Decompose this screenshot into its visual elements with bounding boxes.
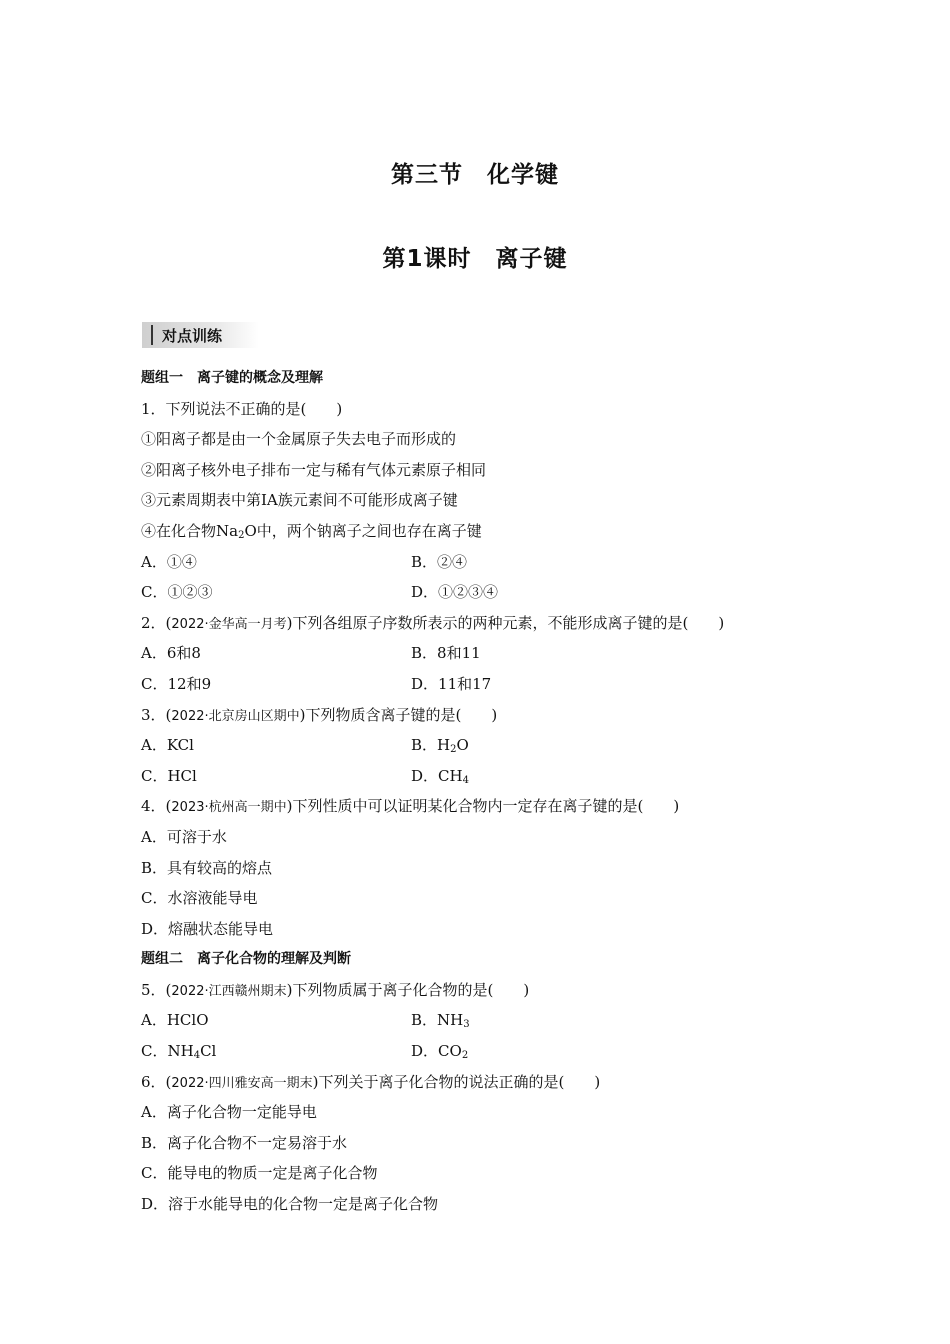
- q5-option-d-part-a: D．CO: [411, 1042, 462, 1061]
- question-content: [141, 363, 821, 1220]
- q1-options-row-2: [141, 577, 821, 608]
- q5-option-c-part-a: C．NH: [141, 1042, 194, 1061]
- banner-bar: [151, 325, 153, 345]
- group-heading-2: 题组二 离子化合物的理解及判断: [141, 951, 351, 968]
- q3-option-a[interactable]: A．KCl: [141, 736, 194, 755]
- q2-option-a[interactable]: A．6和8: [141, 644, 201, 663]
- section-title: 第三节 化学键: [391, 162, 559, 188]
- q3-option-c[interactable]: C．HCl: [141, 766, 197, 785]
- q1-options-row-1: [141, 547, 821, 578]
- q3-option-b-part-a: B．H: [411, 736, 451, 755]
- q4-stem: [141, 791, 821, 822]
- q5-source: 2022·江西赣州期末: [171, 983, 287, 999]
- q5-option-a[interactable]: A．HClO: [141, 1011, 209, 1030]
- q5-option-b-part-a: B．NH: [411, 1011, 464, 1030]
- q5-number: 5．(: [141, 980, 172, 999]
- q2-number: 2．(: [141, 613, 172, 632]
- q3-option-b[interactable]: [411, 736, 469, 754]
- lesson-title: 第1课时 离子键: [382, 246, 568, 272]
- q3-option-b-part-b: O: [456, 736, 469, 755]
- q1-s4-part-b: O中，两个钠离子之间也存在离子键: [244, 521, 482, 540]
- q3-option-b-subscript: 2: [450, 744, 457, 756]
- q3-text: )下列物质含离子键的是( ): [299, 705, 498, 724]
- q5-options-row-2: [141, 1036, 821, 1067]
- q1-statement-2: ②阳离子核外电子排布一定与稀有气体元素原子相同: [141, 460, 487, 479]
- banner-label: 对点训练: [162, 327, 223, 345]
- q3-number: 3．(: [141, 705, 172, 724]
- group-heading-1: 题组一 离子键的概念及理解: [141, 370, 323, 386]
- q3-option-d[interactable]: [411, 767, 469, 785]
- q3-stem: [141, 700, 821, 731]
- practice-banner: [142, 322, 259, 348]
- q2-stem: [141, 608, 821, 639]
- q1-statement-4: [141, 516, 821, 547]
- q6-option-b[interactable]: B．离子化合物不一定易溶于水: [141, 1133, 348, 1152]
- q1-option-d[interactable]: D．①②③④: [411, 583, 499, 602]
- q6-option-c[interactable]: C．能导电的物质一定是离子化合物: [141, 1164, 378, 1183]
- q5-option-c-subscript: 4: [193, 1050, 201, 1062]
- q5-stem: [141, 975, 821, 1006]
- q4-number: 4．(: [141, 797, 172, 816]
- q1-option-b[interactable]: B．②④: [411, 552, 468, 571]
- q4-option-b[interactable]: B．具有较高的熔点: [141, 858, 273, 877]
- q3-options-row-1: [141, 730, 821, 761]
- q5-option-c[interactable]: [141, 1036, 411, 1067]
- q6-text: )下列关于离子化合物的说法正确的是( ): [312, 1072, 601, 1091]
- q1-s4-part-a: ④在化合物Na: [141, 521, 239, 540]
- q5-option-b[interactable]: [411, 1011, 470, 1029]
- q2-source: 2022·金华高一月考: [171, 616, 287, 632]
- q6-source: 2022·四川雅安高一期末: [171, 1075, 313, 1091]
- q5-option-b-subscript: 3: [463, 1019, 470, 1031]
- q1-s4-subscript: 2: [238, 529, 245, 541]
- q1-option-c[interactable]: C．①②③: [141, 583, 213, 602]
- q4-option-d[interactable]: D．熔融状态能导电: [141, 919, 274, 938]
- q5-option-d[interactable]: [411, 1042, 468, 1060]
- q5-options-row-1: [141, 1005, 821, 1036]
- q1-statement-3: ③元素周期表中第ⅠA族元素间不可能形成离子键: [141, 491, 458, 510]
- q3-options-row-2: [141, 761, 821, 792]
- q1-option-a[interactable]: A．①④: [141, 552, 197, 571]
- q4-option-c[interactable]: C．水溶液能导电: [141, 889, 258, 908]
- q5-option-c-part-b: Cl: [200, 1042, 217, 1061]
- q3-source: 2022·北京房山区期中: [171, 708, 300, 724]
- q6-option-d[interactable]: D．溶于水能导电的化合物一定是离子化合物: [141, 1195, 439, 1214]
- q4-option-a[interactable]: A．可溶于水: [141, 827, 227, 846]
- q1-statement-1: ①阳离子都是由一个金属原子失去电子而形成的: [141, 430, 457, 449]
- q2-options-row-1: [141, 638, 821, 669]
- q1-stem: 1．下列说法不正确的是( ): [141, 399, 343, 418]
- q6-number: 6．(: [141, 1072, 172, 1091]
- q3-option-d-part-a: D．CH: [411, 766, 463, 785]
- q5-option-d-subscript: 2: [461, 1050, 469, 1062]
- q3-option-d-subscript: 4: [462, 774, 469, 786]
- q5-text: )下列物质属于离子化合物的是( ): [286, 980, 530, 999]
- q2-text: )下列各组原子序数所表示的两种元素，不能形成离子键的是( ): [286, 613, 725, 632]
- q4-source: 2023·杭州高一期中: [171, 800, 287, 816]
- q2-options-row-2: [141, 669, 821, 700]
- q2-option-c[interactable]: C．12和9: [141, 674, 212, 693]
- q6-option-a[interactable]: A．离子化合物一定能导电: [141, 1103, 317, 1122]
- q6-stem: [141, 1067, 821, 1098]
- q2-option-b[interactable]: B．8和11: [411, 644, 481, 663]
- q2-option-d[interactable]: D．11和17: [411, 674, 492, 693]
- q4-text: )下列性质中可以证明某化合物内一定存在离子键的是( ): [286, 797, 680, 816]
